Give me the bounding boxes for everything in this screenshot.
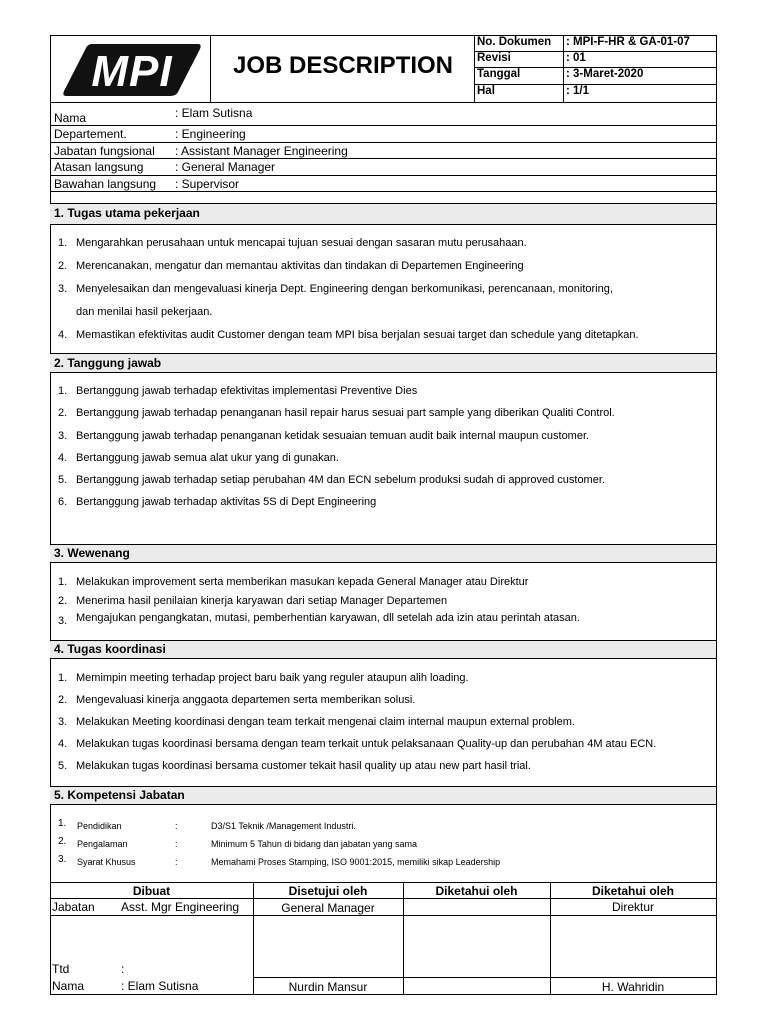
item-text: dan menilai hasil pekerjaan. (76, 306, 213, 318)
competency-value: D3/S1 Teknik /Management Industri. (211, 821, 356, 831)
nama-disetujui: Nurdin Mansur (288, 980, 368, 994)
item-number: 2. (58, 407, 68, 419)
jabatan-disetujui: General Manager (281, 901, 375, 915)
item-text: Melakukan Meeting koordinasi dengan team terkait mengenai claim internal maupun external problem. (76, 716, 575, 728)
meta-label-tanggal: Tanggal (477, 68, 521, 80)
section-title-tugas-utama: 1. Tugas utama pekerjaan (54, 206, 200, 220)
ttd-separator: : (121, 962, 125, 976)
competency-separator: : (175, 821, 178, 831)
item-number: 2. (58, 595, 68, 607)
meta-value-tanggal: : 3-Maret-2020 (566, 68, 644, 80)
competency-value: Memahami Proses Stamping, ISO 9001:2015, memiliki sikap Leadership (211, 857, 501, 867)
item-text: Mengarahkan perusahaan untuk mencapai tujuan sesuai dengan sasaran mutu perusahaan. (76, 237, 527, 249)
item-number: 3. (58, 854, 67, 865)
identity-value-nama: : Elam Sutisna (175, 106, 253, 120)
item-number: 2. (58, 836, 67, 847)
identity-value-atasan: : General Manager (175, 160, 276, 174)
identity-label-departement: Departement. (54, 127, 127, 141)
identity-value-bawahan: : Supervisor (175, 177, 240, 191)
item-number: 3. (58, 716, 68, 728)
item-number: 4. (58, 452, 68, 464)
ttd-label: Ttd (52, 962, 70, 976)
identity-label-nama: Nama (54, 111, 87, 125)
item-text: Bertanggung jawab terhadap aktivitas 5S di Dept Engineering (76, 496, 377, 508)
item-number: 3. (58, 430, 68, 442)
section-title-wewenang: 3. Wewenang (54, 546, 130, 560)
item-text: Menerima hasil penilaian kinerja karyawan dari setiap Manager Departemen (76, 595, 448, 607)
item-number: 6. (58, 496, 68, 508)
jabatan-label: Jabatan (52, 900, 95, 914)
item-number: 4. (58, 329, 68, 341)
logo-text: MPI (91, 47, 173, 96)
item-number: 3. (58, 283, 68, 295)
item-text: Memastikan efektivitas audit Customer dengan team MPI bisa berjalan sesuai target dan schedule yang ditetapkan. (76, 329, 639, 341)
identity-label-bawahan: Bawahan langsung (54, 177, 157, 191)
section-title-koordinasi: 4. Tugas koordinasi (54, 642, 166, 656)
item-number: 3. (58, 615, 68, 627)
item-number: 5. (58, 760, 68, 772)
meta-value-hal: : 1/1 (566, 85, 590, 97)
item-text: Merencanakan, mengatur dan memantau aktivitas dan tindakan di Departemen Engineering (76, 260, 524, 272)
item-text: Mengajukan pengangkatan, mutasi, pemberhentian karyawan, dll setelah ada izin atau perintah atasan. (76, 612, 580, 624)
identity-value-jabatan: : Assistant Manager Engineering (175, 144, 348, 158)
meta-label-revisi: Revisi (477, 52, 511, 64)
meta-value-revisi: : 01 (566, 52, 586, 64)
meta-value-doc-no: : MPI-F-HR & GA-01-07 (566, 36, 690, 48)
item-text: Bertanggung jawab terhadap penanganan ketidak sesuaian temuan audit baik internal maupun customer. (76, 430, 590, 442)
item-number: 1. (58, 237, 68, 249)
meta-label-hal: Hal (477, 85, 495, 97)
identity-value-departement: : Engineering (175, 127, 246, 141)
nama-diketahui-2: H. Wahridin (601, 980, 665, 994)
identity-label-atasan: Atasan langsung (54, 160, 144, 174)
section-title-kompetensi: 5. Kompetensi Jabatan (54, 788, 185, 802)
item-number: 2. (58, 260, 68, 272)
competency-label: Pendidikan (77, 821, 122, 831)
signature-header-diketahui-1: Diketahui oleh (435, 884, 518, 898)
jabatan-dibuat: Asst. Mgr Engineering (121, 900, 240, 914)
item-text: Mengevaluasi kinerja anggaota departemen serta memberikan solusi. (76, 694, 416, 706)
item-text: Menyelesaikan dan mengevaluasi kinerja Dept. Engineering dengan berkomunikasi, perencanaan, monitoring, (76, 283, 613, 295)
competency-label: Pengalaman (77, 839, 128, 849)
item-text: Melakukan tugas koordinasi bersama dengan team terkait untuk pelaksanaan Quality-up dan perubahan 4M atau ECN. (76, 738, 657, 750)
item-number: 1. (58, 385, 68, 397)
competency-separator: : (175, 839, 178, 849)
item-text: Melakukan improvement serta memberikan masukan kepada General Manager atau Direktur (76, 576, 529, 588)
nama-label: Nama (52, 979, 85, 993)
nama-dibuat: : Elam Sutisna (121, 979, 199, 993)
competency-separator: : (175, 857, 178, 867)
section-title-tanggung-jawab: 2. Tanggung jawab (54, 356, 162, 370)
signature-header-diketahui-2: Diketahui oleh (591, 884, 674, 898)
competency-value: Minimum 5 Tahun di bidang dan jabatan yang sama (211, 839, 417, 849)
item-text: Melakukan tugas koordinasi bersama customer tekait hasil quality up atau new part hasil trial. (76, 760, 531, 772)
item-text: Bertanggung jawab semua alat ukur yang di gunakan. (76, 452, 339, 464)
meta-label-doc-no: No. Dokumen (477, 36, 552, 48)
signature-header-disetujui: Disetujui oleh (288, 884, 368, 898)
item-text: Memimpin meeting terhadap project baru baik yang reguler ataupun alih loading. (76, 672, 469, 684)
item-number: 1. (58, 576, 68, 588)
item-number: 5. (58, 474, 68, 486)
item-number: 1. (58, 672, 68, 684)
item-number: 2. (58, 694, 68, 706)
item-number: 1. (58, 818, 67, 829)
jabatan-diketahui-2: Direktur (611, 900, 654, 914)
competency-label: Syarat Khusus (77, 857, 136, 867)
item-text: Bertanggung jawab terhadap efektivitas implementasi Preventive Dies (76, 385, 418, 397)
signature-header-dibuat: Dibuat (132, 884, 171, 898)
document-title: JOB DESCRIPTION (232, 52, 454, 79)
item-text: Bertanggung jawab terhadap penanganan hasil repair harus sesuai part sample yang diberikan Qualiti Control. (76, 407, 615, 419)
item-number: 4. (58, 738, 68, 750)
identity-label-jabatan: Jabatan fungsional (54, 144, 155, 158)
company-logo (62, 40, 202, 98)
item-text: Bertanggung jawab terhadap setiap perubahan 4M dan ECN sebelum produksi sudah di approved customer. (76, 474, 605, 486)
